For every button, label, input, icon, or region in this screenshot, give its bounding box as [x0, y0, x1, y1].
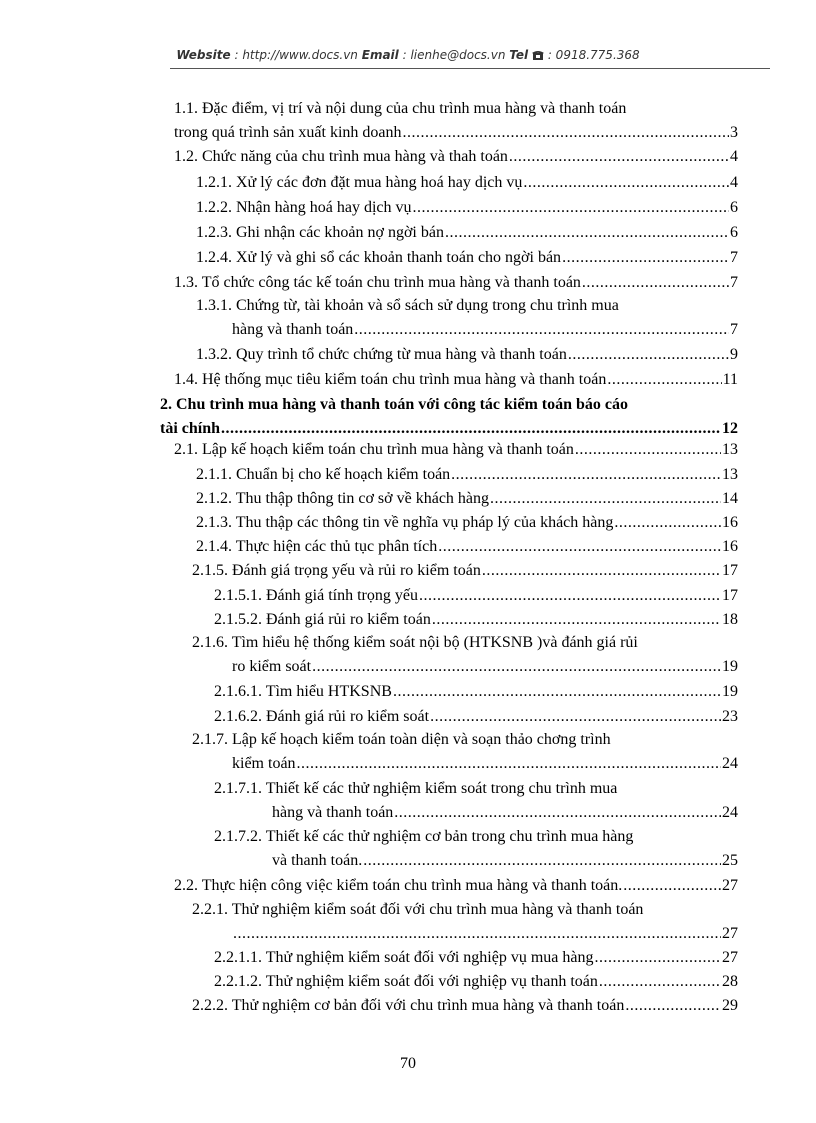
- toc-entry: [174, 147, 738, 171]
- toc-entry-page: 17: [722, 562, 738, 579]
- toc-entry-title-cont: tài chính: [160, 420, 221, 437]
- toc-entry-page: 16: [722, 514, 738, 531]
- toc-entry-title: 2. Chu trình mua hàng và thanh toán với công tác kiểm toán báo cáo: [160, 396, 629, 413]
- toc-entry-title-cont: hàng và thanh toán: [272, 804, 394, 821]
- email-label: Email: [361, 48, 399, 62]
- toc-entry: [192, 730, 738, 778]
- toc-entry-page: 17: [722, 587, 738, 604]
- toc-entry-page: 24: [722, 755, 738, 772]
- page-number: 70: [400, 1055, 416, 1072]
- toc-entry-page: 7: [730, 249, 738, 266]
- toc-entry-title: 2.2.1. Thử nghiệm kiểm soát đối với chu trình mua hàng và thanh toán: [192, 901, 644, 918]
- toc-entry-page: 9: [730, 346, 738, 363]
- toc-entry-title: 1.2.1. Xử lý các đơn đặt mua hàng hoá hay dịch vụ: [196, 174, 523, 191]
- toc-entry: [214, 610, 738, 634]
- toc-entry-title-cont: trong quá trình sản xuất kinh doanh: [174, 124, 402, 141]
- toc-entry-page: 19: [722, 683, 738, 700]
- toc-entry-title: 1.3.1. Chứng từ, tài khoản và sổ sách sử dụng trong chu trình mua: [196, 297, 619, 314]
- page-header: [0, 48, 816, 62]
- toc-entry-page: 4: [730, 174, 738, 191]
- toc-entry-title: 2.1. Lập kế hoạch kiểm toán chu trình mua hàng và thanh toán: [174, 441, 574, 458]
- toc-entry-title: 2.1.1. Chuẩn bị cho kế hoạch kiểm toán: [196, 466, 451, 483]
- toc-entry-page: 6: [730, 199, 738, 216]
- toc-entry-title-cont: kiểm toán: [232, 755, 296, 772]
- email-value: : lienhe@docs.vn: [402, 48, 506, 62]
- website-value: : http://www.docs.vn: [234, 48, 358, 62]
- toc-entry-title: 1.3. Tổ chức công tác kế toán chu trình mua hàng và thanh toán: [174, 274, 581, 291]
- toc-entry: [174, 273, 738, 297]
- toc-entry: [196, 345, 738, 369]
- toc-entry: [196, 248, 738, 272]
- toc-entry-page: 23: [722, 708, 738, 725]
- toc-entry: [196, 489, 738, 513]
- toc-entry-page: 24: [722, 804, 738, 821]
- tel-value: : 0918.775.368: [547, 48, 640, 62]
- toc-entry: [196, 198, 738, 222]
- toc-entry-title: 2.1.6. Tìm hiểu hệ thống kiểm soát nội bộ (HTKSNB )và đánh giá rủi: [192, 634, 638, 651]
- header-divider: [170, 68, 770, 69]
- toc-entry-page: 14: [722, 490, 738, 507]
- toc-entry-title: 1.2.4. Xử lý và ghi sổ các khoản thanh toán cho ngời bán: [196, 249, 562, 266]
- toc-entry-title-cont: và thanh toán.: [272, 852, 363, 869]
- toc-entry-chapter: [160, 395, 738, 443]
- toc-entry-page: 4: [730, 148, 738, 165]
- toc-entry-page: 13: [722, 441, 738, 458]
- toc-entry-title: 1.2. Chức năng của chu trình mua hàng và thah toán: [174, 148, 508, 165]
- toc-entry-page: 19: [722, 658, 738, 675]
- toc-entry-title: 2.2.2. Thử nghiệm cơ bản đối với chu trình mua hàng và thanh toán: [192, 997, 625, 1014]
- toc-entry-page: 12: [722, 420, 738, 437]
- toc-entry-page: 27: [722, 949, 738, 966]
- toc-entry-page: 29: [722, 997, 738, 1014]
- toc-entry-page: 16: [722, 538, 738, 555]
- toc-entry-title: 2.2.1.2. Thử nghiệm kiểm soát đối với nghiệp vụ thanh toán: [214, 973, 598, 990]
- toc-entry-page: 28: [722, 973, 738, 990]
- toc-entry-title: 2.1.4. Thực hiện các thủ tục phân tích: [196, 538, 438, 555]
- toc-entry-title: 2.1.2. Thu thập thông tin cơ sở về khách hàng: [196, 490, 490, 507]
- toc-entry: [192, 561, 738, 585]
- toc-entry-page: 11: [722, 371, 738, 388]
- toc-entry: [196, 465, 738, 489]
- toc-entry: [214, 682, 738, 706]
- tel-label: Tel: [509, 48, 529, 62]
- toc-entry-title-cont: hàng và thanh toán: [232, 321, 354, 338]
- toc-entry: [174, 440, 738, 464]
- toc-entry-title: 2.1.7. Lập kế hoạch kiểm toán toàn diện và soạn thảo chơng trình: [192, 731, 611, 748]
- toc-entry: [174, 370, 738, 394]
- toc-entry: [174, 99, 738, 147]
- toc-entry-page: 3: [730, 124, 738, 141]
- website-label: Website: [176, 48, 231, 62]
- toc-entry-title: 2.1.5.2. Đánh giá rủi ro kiểm toán: [214, 611, 431, 628]
- toc-entry-title: 2.1.5.1. Đánh giá tính trọng yếu: [214, 587, 418, 604]
- toc-entry-page: 27: [722, 877, 738, 894]
- toc-entry-title: 2.2.1.1. Thử nghiệm kiểm soát đối với nghiệp vụ mua hàng: [214, 949, 594, 966]
- toc-entry-title: 2.1.7.1. Thiết kế các thử nghiệm kiểm soát trong chu trình mua: [214, 780, 618, 797]
- toc-entry-title: 2.1.7.2. Thiết kế các thử nghiệm cơ bản trong chu trình mua hàng: [214, 828, 634, 845]
- toc-entry: [196, 173, 738, 197]
- toc-entry: [174, 876, 738, 900]
- phone-icon: [532, 48, 548, 62]
- toc-entry: [214, 779, 738, 827]
- toc-entry-title: 2.1.5. Đánh giá trọng yếu và rủi ro kiểm toán: [192, 562, 481, 579]
- toc-entry: [214, 972, 738, 996]
- toc-entry: [196, 296, 738, 344]
- toc-entry-page: 6: [730, 224, 738, 241]
- toc-entry: [192, 900, 738, 948]
- toc-entry: [192, 996, 738, 1020]
- toc-entry-title: 2.1.6.2. Đánh giá rủi ro kiểm soát: [214, 708, 430, 725]
- toc-entry-title: 2.2. Thực hiện công việc kiểm toán chu trình mua hàng và thanh toán.: [174, 877, 623, 894]
- toc-entry-title: 2.1.6.1. Tìm hiểu HTKSNB: [214, 683, 392, 700]
- toc-entry: [214, 948, 738, 972]
- toc-entry: [214, 586, 738, 610]
- toc-entry: [196, 223, 738, 247]
- toc-entry-title: 1.4. Hệ thống mục tiêu kiểm toán chu trình mua hàng và thanh toán: [174, 371, 607, 388]
- toc-entry-page: 18: [722, 611, 738, 628]
- toc-entry: [214, 827, 738, 875]
- toc-entry: [192, 633, 738, 681]
- toc-entry: [196, 513, 738, 537]
- toc-entry-title: 2.1.3. Thu thập các thông tin về nghĩa vụ pháp lý của khách hàng: [196, 514, 614, 531]
- toc-entry-page: 13: [722, 466, 738, 483]
- toc-entry: [214, 707, 738, 731]
- toc-entry-title: 1.2.2. Nhận hàng hoá hay dịch vụ: [196, 199, 412, 216]
- toc-entry: [196, 537, 738, 561]
- toc-entry-title: 1.3.2. Quy trình tổ chức chứng từ mua hàng và thanh toán: [196, 346, 567, 363]
- toc-entry-page: 27: [722, 925, 738, 942]
- toc-entry-title: 1.2.3. Ghi nhận các khoản nợ ngời bán: [196, 224, 444, 241]
- toc-entry-page: 25: [722, 852, 738, 869]
- toc-entry-page: 7: [730, 321, 738, 338]
- toc-entry-title-cont: ro kiểm soát: [232, 658, 312, 675]
- toc-entry-page: 7: [730, 274, 738, 291]
- toc-entry-title: 1.1. Đặc điểm, vị trí và nội dung của chu trình mua hàng và thanh toán: [174, 100, 627, 117]
